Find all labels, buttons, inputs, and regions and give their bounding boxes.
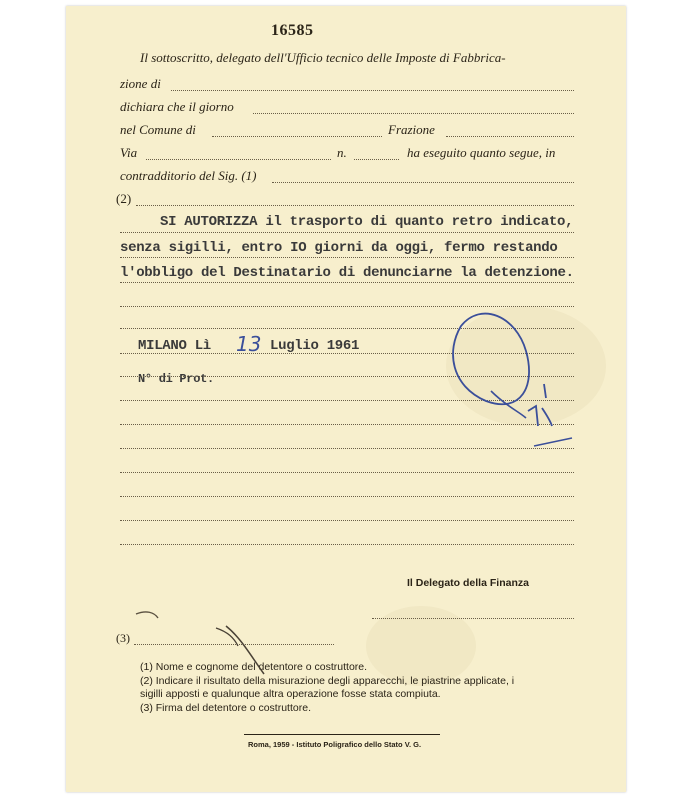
note3-marker: (3) <box>116 631 130 645</box>
line-dotted-1 <box>136 205 574 206</box>
comune-label: nel Comune di <box>120 122 196 137</box>
number-dotted-line <box>354 159 399 160</box>
holder-signature-dotted-line <box>134 644 334 645</box>
date-dotted-line <box>253 113 574 114</box>
note-2-line-2: sigilli apposti e qualunque altra operazione fosse stata compiuta. <box>140 688 441 700</box>
typed-authorization-line-2: senza sigilli, entro IO giorni da oggi, fermo restando <box>120 240 558 256</box>
line-dotted-3 <box>120 257 574 258</box>
protocol-label: N° di Prot. <box>138 372 214 386</box>
city-label: MILANO Lì <box>138 338 211 354</box>
line-dotted-7 <box>120 353 574 354</box>
line-dotted-13 <box>120 496 574 497</box>
note-1: (1) Nome e cognome del detentore o costruttore. <box>140 661 368 673</box>
footer-rule <box>244 734 440 735</box>
number-label: n. <box>337 145 347 160</box>
footer-imprint: Roma, 1959 - Istituto Poligrafico dello Stato V. G. <box>248 740 422 749</box>
line-dotted-9 <box>120 400 574 401</box>
line-dotted-4 <box>120 282 574 283</box>
pencil-mark <box>136 612 158 618</box>
signature-dotted-line <box>372 618 574 619</box>
line-dotted-8 <box>120 376 574 377</box>
line-dotted-2 <box>120 232 574 233</box>
frazione-label: Frazione <box>388 122 435 137</box>
zone-label: zione di <box>120 76 161 91</box>
serial-number: 16585 <box>271 22 314 39</box>
contraddittorio-label: contradditorio del Sig. (1) <box>120 168 257 183</box>
line-dotted-12 <box>120 472 574 473</box>
note-2-line-1: (2) Indicare il risultato della misurazione degli apparecchi, le piastrine applicate, i <box>140 675 515 687</box>
intro-line: Il sottoscritto, delegato dell'Ufficio tecnico delle Imposte di Fabbrica- <box>140 50 506 65</box>
line-dotted-6 <box>120 328 574 329</box>
paper-stain <box>446 306 606 426</box>
typed-authorization-line-3: l'obbligo del Destinatario di denunciarne la detenzione. <box>120 265 574 281</box>
handwritten-day: 13 <box>236 332 262 356</box>
line-dotted-14 <box>120 520 574 521</box>
comune-dotted-line <box>212 136 382 137</box>
zone-dotted-line <box>171 90 574 91</box>
note2-marker: (2) <box>116 191 132 206</box>
via-dotted-line <box>146 159 331 160</box>
line-dotted-5 <box>120 306 574 307</box>
line-dotted-15 <box>120 544 574 545</box>
month-year: Luglio 1961 <box>270 338 360 354</box>
signature-label: Il Delegato della Finanza <box>407 577 529 589</box>
document-sheet <box>66 6 626 792</box>
date-label: dichiara che il giorno <box>120 99 234 114</box>
signature-underline <box>534 438 572 446</box>
executed-label: ha eseguito quanto segue, in <box>407 145 556 160</box>
line-dotted-11 <box>120 448 574 449</box>
frazione-dotted-line <box>446 136 574 137</box>
via-label: Via <box>120 145 138 160</box>
note-3: (3) Firma del detentore o costruttore. <box>140 702 311 714</box>
contraddittorio-dotted-line <box>272 182 574 183</box>
line-dotted-10 <box>120 424 574 425</box>
typed-authorization-line-1: SI AUTORIZZA il trasporto di quanto retro indicato, <box>160 214 574 230</box>
